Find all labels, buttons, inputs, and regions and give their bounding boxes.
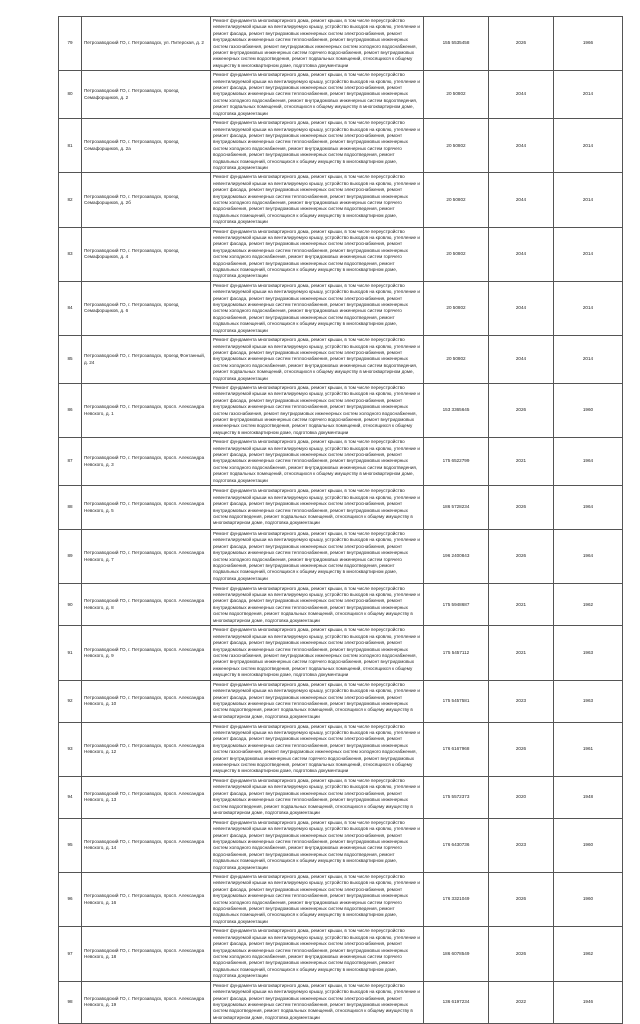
table-row	[59, 227, 623, 281]
row-year: 2026	[489, 486, 554, 530]
row-works: Ремонт фундамента многоквартирного дома, ремонт крыши, в том числе переустройство невентилируемой крыши на вентилируемую крышу, устройство выходов на кровлю, утепление и ремонт фасада, ремонт внутридомовых инженерных систем электроснабжения, ремонт внутридомовых инженерных систем теплоснабжения, ремонт внутридомовых инженерных систем водоотведения, ремонт подвальных помещений, относящихся к общему имуществу в многоквартирном доме, подготовка документации	[211, 680, 424, 722]
row-amount: 20 50802	[424, 281, 489, 335]
table-row	[59, 584, 623, 626]
table-row	[59, 173, 623, 227]
row-works: Ремонт фундамента многоквартирного дома, ремонт крыши, в том числе переустройство невентилируемой крыши на вентилируемую крышу, устройство выходов на кровлю, утепление и ремонт фасада, ремонт внутридомовых инженерных систем электроснабжения, ремонт внутридомовых инженерных систем теплоснабжения, ремонт внутридомовых инженерных систем водоотведения, ремонт подвальных помещений, относящихся к общему имуществу в многоквартирном доме, подготовка документации	[211, 776, 424, 818]
row-amount: 176 6167968	[424, 722, 489, 776]
row-amount: 136 6197234	[424, 981, 489, 1023]
row-amount: 175 6522799	[424, 438, 489, 486]
row-year: 2023	[489, 680, 554, 722]
row-built-year: 2014	[554, 227, 623, 281]
capital-repair-table	[58, 16, 623, 1024]
row-address: Петрозаводский ГО, г. Петрозаводск, проезд Семафорщиков, д. 2б	[82, 173, 211, 227]
row-works: Ремонт фундамента многоквартирного дома, ремонт крыши, в том числе переустройство невентилируемой крыши на вентилируемую крышу, устройство выходов на кровлю, утепление и ремонт фасада, ремонт внутридомовых инженерных систем электроснабжения, ремонт внутридомовых инженерных систем теплоснабжения, ремонт внутридомовых инженерных систем газоснабжения, ремонт внутридомовых инженерных систем холодного водоснабжения, ремонт внутридомовых инженерных систем горячего водоснабжения, ремонт внутридомовых инженерных систем водоотведения, ремонт подвальных помещений, относящихся к общему имуществу в многоквартирном доме, подготовка документации	[211, 383, 424, 437]
row-amount: 196 2400843	[424, 530, 489, 584]
row-amount: 175 5457581	[424, 680, 489, 722]
row-number: 96	[59, 873, 82, 927]
row-year: 2021	[489, 626, 554, 680]
row-works: Ремонт фундамента многоквартирного дома, ремонт крыши, в том числе переустройство невентилируемой крыши на вентилируемую крышу, устройство выходов на кровлю, утепление и ремонт фасада, ремонт внутридомовых инженерных систем электроснабжения, ремонт внутридомовых инженерных систем теплоснабжения, ремонт внутридомовых инженерных систем холодного водоснабжения, ремонт внутридомовых инженерных систем горячего водоснабжения, ремонт внутридомовых инженерных систем водоотведения, ремонт подвальных помещений, относящихся к общему имуществу в многоквартирном доме, подготовка документации	[211, 873, 424, 927]
row-address: Петрозаводский ГО, г. Петрозаводск, просп. Александра Невского, д. 1	[82, 383, 211, 437]
row-built-year: 1964	[554, 486, 623, 530]
row-amount: 175 5572373	[424, 776, 489, 818]
row-works: Ремонт фундамента многоквартирного дома, ремонт крыши, в том числе переустройство невентилируемой крыши на вентилируемую крышу, устройство выходов на кровлю, утепление и ремонт фасада, ремонт внутридомовых инженерных систем электроснабжения, ремонт внутридомовых инженерных систем теплоснабжения, ремонт внутридомовых инженерных систем газоснабжения, ремонт внутридомовых инженерных систем холодного водоснабжения, ремонт внутридомовых инженерных систем горячего водоснабжения, ремонт внутридомовых инженерных систем водоотведения, ремонт подвальных помещений, относящихся к общему имуществу в многоквартирном доме, подготовка документации	[211, 17, 424, 71]
row-works: Ремонт фундамента многоквартирного дома, ремонт крыши, в том числе переустройство невентилируемой крыши на вентилируемую крышу, устройство выходов на кровлю, утепление и ремонт фасада, ремонт внутридомовых инженерных систем электроснабжения, ремонт внутридомовых инженерных систем теплоснабжения, ремонт внутридомовых инженерных систем водоотведения, ремонт подвальных помещений, относящихся к общему имуществу в многоквартирном доме, подготовка документации	[211, 981, 424, 1023]
row-address: Петрозаводский ГО, г. Петрозаводск, проезд Семафорщиков, д. 4	[82, 227, 211, 281]
row-works: Ремонт фундамента многоквартирного дома, ремонт крыши, в том числе переустройство невентилируемой крыши на вентилируемую крышу, устройство выходов на кровлю, утепление и ремонт фасада, ремонт внутридомовых инженерных систем электроснабжения, ремонт внутридомовых инженерных систем теплоснабжения, ремонт внутридомовых инженерных систем холодного водоснабжения, ремонт внутридомовых инженерных систем горячего водоснабжения, ремонт внутридомовых инженерных систем водоотведения, ремонт подвальных помещений, относящихся к общему имуществу в многоквартирном доме, подготовка документации	[211, 818, 424, 872]
table-row	[59, 438, 623, 486]
table-row	[59, 776, 623, 818]
row-works: Ремонт фундамента многоквартирного дома, ремонт крыши, в том числе переустройство невентилируемой крыши на вентилируемую крышу, устройство выходов на кровлю, утепление и ремонт фасада, ремонт внутридомовых инженерных систем электроснабжения, ремонт внутридомовых инженерных систем теплоснабжения, ремонт внутридомовых инженерных систем холодного водоснабжения, ремонт внутридомовых инженерных систем горячего водоснабжения, ремонт внутридомовых инженерных систем водоотведения, ремонт подвальных помещений, относящихся к общему имуществу в многоквартирном доме, подготовка документации	[211, 173, 424, 227]
row-works: Ремонт фундамента многоквартирного дома, ремонт крыши, в том числе переустройство невентилируемой крыши на вентилируемую крышу, устройство выходов на кровлю, утепление и ремонт фасада, ремонт внутридомовых инженерных систем электроснабжения, ремонт внутридомовых инженерных систем теплоснабжения, ремонт внутридомовых инженерных систем холодного водоснабжения, ремонт внутридомовых инженерных систем горячего водоснабжения, ремонт внутридомовых инженерных систем водоотведения, ремонт подвальных помещений, относящихся к общему имуществу в многоквартирном доме, подготовка документации	[211, 119, 424, 173]
row-number: 81	[59, 119, 82, 173]
row-number: 90	[59, 584, 82, 626]
table-body	[59, 17, 623, 1024]
row-number: 97	[59, 927, 82, 981]
row-built-year: 1960	[554, 873, 623, 927]
row-built-year: 1962	[554, 927, 623, 981]
table-row	[59, 486, 623, 530]
row-number: 84	[59, 281, 82, 335]
row-year: 2020	[489, 776, 554, 818]
table-row	[59, 626, 623, 680]
row-number: 80	[59, 71, 82, 119]
row-works: Ремонт фундамента многоквартирного дома, ремонт крыши, в том числе переустройство невентилируемой крыши на вентилируемую крышу, устройство выходов на кровлю, утепление и ремонт фасада, ремонт внутридомовых инженерных систем электроснабжения, ремонт внутридомовых инженерных систем теплоснабжения, ремонт внутридомовых инженерных систем холодного водоснабжения, ремонт внутридомовых инженерных систем горячего водоснабжения, ремонт внутридомовых инженерных систем водоотведения, ремонт подвальных помещений, относящихся к общему имуществу в многоквартирном доме, подготовка документации	[211, 927, 424, 981]
row-number: 92	[59, 680, 82, 722]
row-amount: 20 50802	[424, 173, 489, 227]
row-amount: 20 50802	[424, 119, 489, 173]
row-address: Петрозаводский ГО, г. Петрозаводск, просп. Александра Невского, д. 16	[82, 873, 211, 927]
row-built-year: 1964	[554, 530, 623, 584]
row-built-year: 1948	[554, 776, 623, 818]
row-amount: 186 5728234	[424, 486, 489, 530]
row-address: Петрозаводский ГО, г. Петрозаводск, просп. Александра Невского, д. 9	[82, 626, 211, 680]
table-row	[59, 981, 623, 1023]
row-built-year: 1966	[554, 17, 623, 71]
row-year: 2044	[489, 71, 554, 119]
row-built-year: 2014	[554, 173, 623, 227]
row-built-year: 1963	[554, 680, 623, 722]
row-year: 2022	[489, 981, 554, 1023]
row-address: Петрозаводский ГО, г. Петрозаводск, просп. Александра Невского, д. 12	[82, 722, 211, 776]
row-number: 94	[59, 776, 82, 818]
row-amount: 176 3321049	[424, 873, 489, 927]
row-address: Петрозаводский ГО, г. Петрозаводск, просп. Александра Невского, д. 14	[82, 818, 211, 872]
row-built-year: 2014	[554, 119, 623, 173]
table-row	[59, 383, 623, 437]
row-works: Ремонт фундамента многоквартирного дома, ремонт крыши, в том числе переустройство невентилируемой крыши на вентилируемую крышу, устройство выходов на кровлю, утепление и ремонт фасада, ремонт внутридомовых инженерных систем электроснабжения, ремонт внутридомовых инженерных систем теплоснабжения, ремонт внутридомовых инженерных систем холодного водоснабжения, ремонт внутридомовых инженерных систем горячего водоснабжения, ремонт внутридомовых инженерных систем водоотведения, ремонт подвальных помещений, относящихся к общему имуществу в многоквартирном доме, подготовка документации	[211, 227, 424, 281]
row-number: 85	[59, 336, 82, 384]
row-year: 2044	[489, 119, 554, 173]
table-row	[59, 873, 623, 927]
table-row	[59, 530, 623, 584]
row-address: Петрозаводский ГО, г. Петрозаводск, проезд Фонтанный, д. 24	[82, 336, 211, 384]
row-works: Ремонт фундамента многоквартирного дома, ремонт крыши, в том числе переустройство невентилируемой крыши на вентилируемую крышу, устройство выходов на кровлю, утепление и ремонт фасада, ремонт внутридомовых инженерных систем электроснабжения, ремонт внутридомовых инженерных систем теплоснабжения, ремонт внутридомовых инженерных систем холодного водоснабжения, ремонт внутридомовых инженерных систем водоотведения, ремонт подвальных помещений, относящихся к общему имуществу в многоквартирном доме, подготовка документации	[211, 71, 424, 119]
row-number: 91	[59, 626, 82, 680]
row-address: Петрозаводский ГО, г. Петрозаводск, просп. Александра Невского, д. 18	[82, 927, 211, 981]
row-amount: 20 50802	[424, 227, 489, 281]
row-number: 88	[59, 486, 82, 530]
row-address: Петрозаводский ГО, г. Петрозаводск, проезд Семафорщиков, д. 2а	[82, 119, 211, 173]
row-works: Ремонт фундамента многоквартирного дома, ремонт крыши, в том числе переустройство невентилируемой крыши на вентилируемую крышу, устройство выходов на кровлю, утепление и ремонт фасада, ремонт внутридомовых инженерных систем электроснабжения, ремонт внутридомовых инженерных систем теплоснабжения, ремонт внутридомовых инженерных систем газоснабжения, ремонт внутридомовых инженерных систем холодного водоснабжения, ремонт внутридомовых инженерных систем горячего водоснабжения, ремонт внутридомовых инженерных систем водоотведения, ремонт подвальных помещений, относящихся к общему имуществу в многоквартирном доме, подготовка документации	[211, 722, 424, 776]
row-amount: 186 6078549	[424, 927, 489, 981]
row-year: 2023	[489, 818, 554, 872]
row-built-year: 2014	[554, 336, 623, 384]
row-works: Ремонт фундамента многоквартирного дома, ремонт крыши, в том числе переустройство невентилируемой крыши на вентилируемую крышу, устройство выходов на кровлю, утепление и ремонт фасада, ремонт внутридомовых инженерных систем электроснабжения, ремонт внутридомовых инженерных систем теплоснабжения, ремонт внутридомовых инженерных систем холодного водоснабжения, ремонт внутридомовых инженерных систем водоотведения, ремонт подвальных помещений, относящихся к общему имуществу в многоквартирном доме, подготовка документации	[211, 336, 424, 384]
row-built-year: 2014	[554, 281, 623, 335]
row-number: 89	[59, 530, 82, 584]
row-year: 2044	[489, 173, 554, 227]
row-built-year: 1963	[554, 626, 623, 680]
row-address: Петрозаводский ГО, г. Петрозаводск, проезд Семафорщиков, д. 6	[82, 281, 211, 335]
row-amount: 155 5535458	[424, 17, 489, 71]
table-row	[59, 818, 623, 872]
row-built-year: 1946	[554, 981, 623, 1023]
row-built-year: 1961	[554, 722, 623, 776]
row-year: 2044	[489, 227, 554, 281]
row-works: Ремонт фундамента многоквартирного дома, ремонт крыши, в том числе переустройство невентилируемой крыши на вентилируемую крышу, устройство выходов на кровлю, утепление и ремонт фасада, ремонт внутридомовых инженерных систем электроснабжения, ремонт внутридомовых инженерных систем теплоснабжения, ремонт внутридомовых инженерных систем холодного водоснабжения, ремонт внутридомовых инженерных систем горячего водоснабжения, ремонт внутридомовых инженерных систем водоотведения, ремонт подвальных помещений, относящихся к общему имуществу в многоквартирном доме, подготовка документации	[211, 530, 424, 584]
table-row	[59, 17, 623, 71]
row-amount: 175 5457112	[424, 626, 489, 680]
row-address: Петрозаводский ГО, г. Петрозаводск, проезд Семафорщиков, д. 2	[82, 71, 211, 119]
row-year: 2044	[489, 336, 554, 384]
table-row	[59, 722, 623, 776]
row-year: 2021	[489, 438, 554, 486]
row-number: 86	[59, 383, 82, 437]
row-number: 79	[59, 17, 82, 71]
row-amount: 153 3365645	[424, 383, 489, 437]
row-built-year: 1960	[554, 818, 623, 872]
table-row	[59, 927, 623, 981]
row-address: Петрозаводский ГО, г. Петрозаводск, ул. Питерская, д. 2	[82, 17, 211, 71]
row-address: Петрозаводский ГО, г. Петрозаводск, просп. Александра Невского, д. 5	[82, 486, 211, 530]
row-works: Ремонт фундамента многоквартирного дома, ремонт крыши, в том числе переустройство невентилируемой крыши на вентилируемую крышу, устройство выходов на кровлю, утепление и ремонт фасада, ремонт внутридомовых инженерных систем электроснабжения, ремонт внутридомовых инженерных систем теплоснабжения, ремонт внутридомовых инженерных систем водоотведения, ремонт подвальных помещений, относящихся к общему имуществу в многоквартирном доме, подготовка документации	[211, 486, 424, 530]
row-year: 2026	[489, 927, 554, 981]
row-year: 2026	[489, 17, 554, 71]
table-row	[59, 119, 623, 173]
row-year: 2026	[489, 722, 554, 776]
row-built-year: 2014	[554, 71, 623, 119]
row-amount: 175 5948687	[424, 584, 489, 626]
row-number: 95	[59, 818, 82, 872]
row-year: 2026	[489, 530, 554, 584]
row-works: Ремонт фундамента многоквартирного дома, ремонт крыши, в том числе переустройство невентилируемой крыши на вентилируемую крышу, устройство выходов на кровлю, утепление и ремонт фасада, ремонт внутридомовых инженерных систем электроснабжения, ремонт внутридомовых инженерных систем теплоснабжения, ремонт внутридомовых инженерных систем холодного водоснабжения, ремонт внутридомовых инженерных систем горячего водоснабжения, ремонт внутридомовых инженерных систем водоотведения, ремонт подвальных помещений, относящихся к общему имуществу в многоквартирном доме, подготовка документации	[211, 281, 424, 335]
row-built-year: 1962	[554, 584, 623, 626]
row-number: 82	[59, 173, 82, 227]
row-built-year: 1960	[554, 383, 623, 437]
row-year: 2044	[489, 281, 554, 335]
table-row	[59, 71, 623, 119]
row-amount: 20 50802	[424, 336, 489, 384]
row-year: 2026	[489, 383, 554, 437]
row-number: 98	[59, 981, 82, 1023]
table-row	[59, 336, 623, 384]
row-number: 87	[59, 438, 82, 486]
row-address: Петрозаводский ГО, г. Петрозаводск, просп. Александра Невского, д. 8	[82, 584, 211, 626]
row-works: Ремонт фундамента многоквартирного дома, ремонт крыши, в том числе переустройство невентилируемой крыши на вентилируемую крышу, устройство выходов на кровлю, утепление и ремонт фасада, ремонт внутридомовых инженерных систем электроснабжения, ремонт внутридомовых инженерных систем теплоснабжения, ремонт внутридомовых инженерных систем водоотведения, ремонт подвальных помещений, относящихся к общему имуществу в многоквартирном доме, подготовка документации	[211, 584, 424, 626]
row-works: Ремонт фундамента многоквартирного дома, ремонт крыши, в том числе переустройство невентилируемой крыши на вентилируемую крышу, устройство выходов на кровлю, утепление и ремонт фасада, ремонт внутридомовых инженерных систем электроснабжения, ремонт внутридомовых инженерных систем теплоснабжения, ремонт внутридомовых инженерных систем холодного водоснабжения, ремонт внутридомовых инженерных систем водоотведения, ремонт подвальных помещений, относящихся к общему имуществу в многоквартирном доме, подготовка документации	[211, 438, 424, 486]
row-address: Петрозаводский ГО, г. Петрозаводск, просп. Александра Невского, д. 7	[82, 530, 211, 584]
row-year: 2021	[489, 584, 554, 626]
row-built-year: 1964	[554, 438, 623, 486]
row-address: Петрозаводский ГО, г. Петрозаводск, просп. Александра Невского, д. 10	[82, 680, 211, 722]
row-amount: 176 6430736	[424, 818, 489, 872]
row-year: 2026	[489, 873, 554, 927]
row-address: Петрозаводский ГО, г. Петрозаводск, просп. Александра Невского, д. 19	[82, 981, 211, 1023]
row-amount: 20 50802	[424, 71, 489, 119]
table-row	[59, 680, 623, 722]
row-number: 83	[59, 227, 82, 281]
row-number: 93	[59, 722, 82, 776]
row-address: Петрозаводский ГО, г. Петрозаводск, просп. Александра Невского, д. 3	[82, 438, 211, 486]
table-row	[59, 281, 623, 335]
row-works: Ремонт фундамента многоквартирного дома, ремонт крыши, в том числе переустройство невентилируемой крыши на вентилируемую крышу, устройство выходов на кровлю, утепление и ремонт фасада, ремонт внутридомовых инженерных систем электроснабжения, ремонт внутридомовых инженерных систем теплоснабжения, ремонт внутридомовых инженерных систем газоснабжения, ремонт внутридомовых инженерных систем холодного водоснабжения, ремонт внутридомовых инженерных систем горячего водоснабжения, ремонт внутридомовых инженерных систем водоотведения, ремонт подвальных помещений, относящихся к общему имуществу в многоквартирном доме, подготовка документации	[211, 626, 424, 680]
row-address: Петрозаводский ГО, г. Петрозаводск, просп. Александра Невского, д. 13	[82, 776, 211, 818]
